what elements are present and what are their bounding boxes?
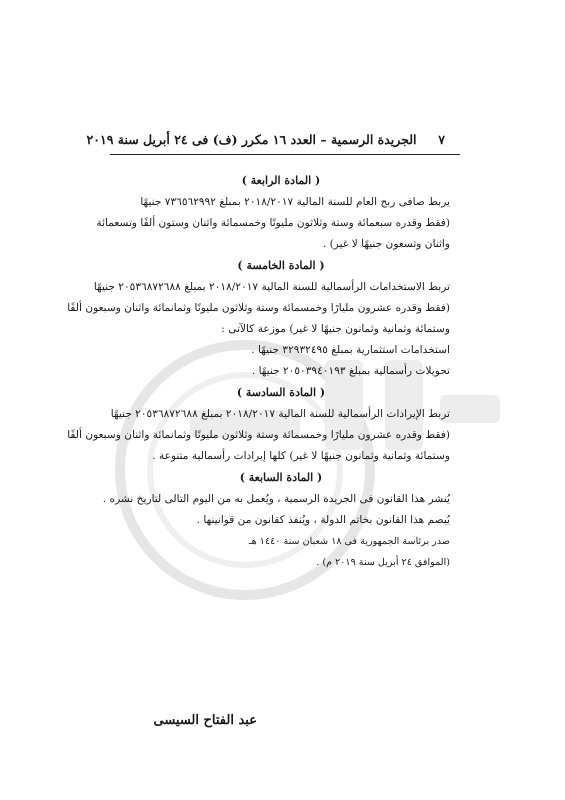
signature: عبد الفتاح السيسى <box>153 713 257 728</box>
article-6-line-3: وستمائة وثمانية وثمانون جنيهًا لا غير) كلها إيرادات رأسمالية متنوعة . <box>152 450 450 462</box>
article-4-line-2: (فقط وقدره سبعمائة وستة وثلاثون مليونًا وخمسمائة واثنان وستون ألفًا وتسعمائة <box>96 217 450 229</box>
article-4-line-3: واثنان وتسعون جنيهًا لا غير) . <box>322 238 450 250</box>
page-number: ٧ <box>438 132 445 147</box>
article-5-item-1: استخدامات استثمارية بمبلغ ٣٢٩٣٢٤٩٥ جنيهًا . <box>251 344 450 356</box>
article-7-line-1: يُنشر هذا القانون فى الجريدة الرسمية ، ويُعمل به من اليوم التالى لتاريخ نشره . <box>102 493 450 505</box>
article-6-line-2: (فقط وقدره عشرون مليارًا وخمسمائة وستة وثلاثون مليونًا وثمانمائة واثنان وسبعون ألفًا <box>67 429 450 441</box>
document-body <box>67 170 450 573</box>
issued-line-1: صدر برئاسة الجمهورية فى ١٨ شعبان سنة ١٤٤٠ هـ <box>248 536 450 547</box>
issued-line-2: (الموافق ٢٤ أبريل سنة ٢٠١٩ م) . <box>316 557 450 568</box>
article-4-heading: ( المادة الرابعة ) <box>241 174 321 187</box>
article-5-line-1: تربط الاستخدامات الرأسمالية للسنة المالية ٢٠١٨/٢٠١٧ بمبلغ ٢٠٥٣٦٨٧٢٦٨٨ جنيهًا <box>93 281 450 293</box>
article-5-line-2: (فقط وقدره عشرون مليارًا وخمسمائة وستة وثلاثون مليونًا وثمانمائة واثنان وسبعون ألفًا <box>67 302 450 314</box>
article-7-line-2: يُبصم هذا القانون بخاتم الدولة ، ويُنفذ كقانون من قوانينها . <box>196 514 450 526</box>
gazette-title: الجريدة الرسمية – العدد ١٦ مكرر (ف) فى ٢٤ أبريل سنة ٢٠١٩ <box>86 132 417 147</box>
article-5-line-3: وستمائة وثمانية وثمانون جنيهًا لا غير) موزعة كالآتى : <box>221 323 450 335</box>
article-6-heading: ( المادة السادسة ) <box>236 386 326 399</box>
article-4-line-1: يربط صافى ربح العام للسنة المالية ٢٠١٨/٢٠١٧ بمبلغ ٧٣٦٥٦٢٩٩٢ جنيهًا <box>140 196 450 208</box>
article-7-heading: ( المادة السابعة ) <box>239 471 323 484</box>
header-rule <box>110 154 460 155</box>
article-5-heading: ( المادة الخامسة ) <box>237 259 325 272</box>
article-6-line-1: تربط الإيرادات الرأسمالية للسنة المالية ٢٠١٨/٢٠١٧ بمبلغ ٢٠٥٣٦٨٧٢٦٨٨ جنيهًا <box>110 408 450 420</box>
article-5-item-2: تحويلات رأسمالية بمبلغ ٢٠٥٠٣٩٤٠١٩٣ جنيهًا . <box>251 365 450 377</box>
page-header <box>60 132 445 147</box>
